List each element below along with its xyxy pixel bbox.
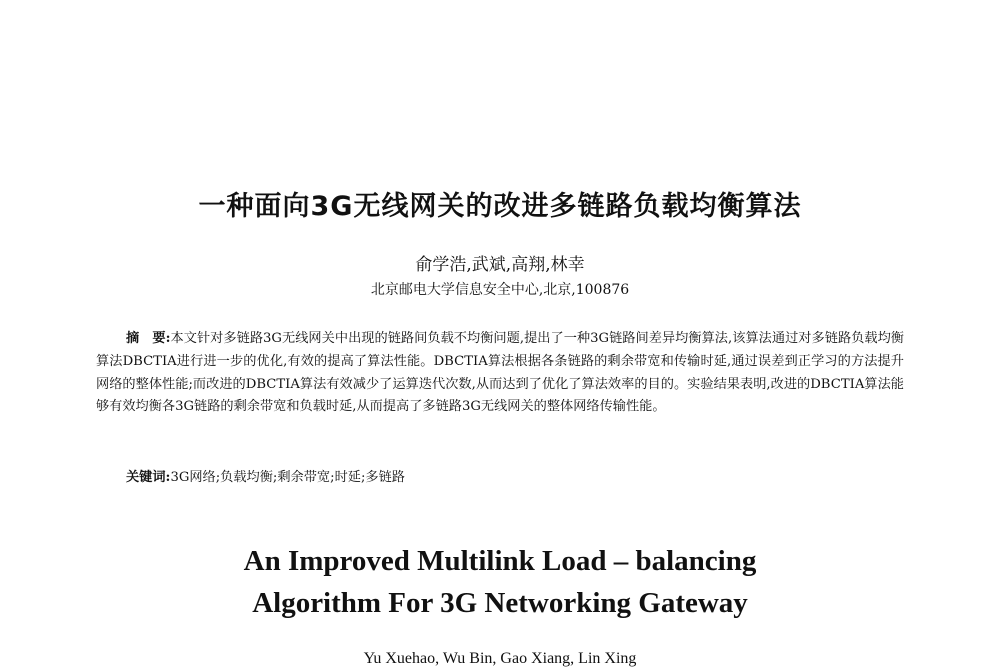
title-english-line-2: Algorithm For 3G Networking Gateway [252, 587, 748, 619]
affiliation-chinese: 北京邮电大学信息安全中心,北京,100876 [370, 282, 630, 298]
title-english-line-1: An Improved Multilink Load – balancing [243, 545, 757, 577]
abstract [96, 328, 904, 419]
abstract-text: 本文针对多链路3G无线网关中出现的链路间负载不均衡问题,提出了一种3G链路间差异均衡算法,该算法通过对多链路负载均衡算法DBCTIA进行进一步的优化,有效的提高了算法性能。DBCTIA算法根据各条链路的剩余带宽和传输时延,通过误差到正学习的方法提升网络的整体性能;而改进的DBCTIA算法有效减少了运算迭代次数,从而达到了优化了算法效率的目的。实验结果表明,改进的DBCTIA算法能够有效均衡各3G链路的剩余带宽和负载时延,从而提高了多链路3G无线网关的整体网络传输性能。 [96, 331, 904, 415]
keywords-text: 3G网络;负载均衡;剩余带宽;时延;多链路 [170, 470, 405, 485]
author-list-english: Yu Xuehao, Wu Bin, Gao Xiang, Lin Xing [363, 650, 637, 667]
author-list-chinese: 俞学浩,武斌,高翔,林幸 [415, 255, 585, 275]
paper-title-english [0, 540, 1000, 624]
keywords-label: 关键词: [126, 470, 171, 485]
abstract-label: 摘 要: [126, 331, 171, 346]
paper-title-chinese: 一种面向3G无线网关的改进多链路负载均衡算法 [198, 191, 802, 222]
keywords [126, 466, 904, 485]
